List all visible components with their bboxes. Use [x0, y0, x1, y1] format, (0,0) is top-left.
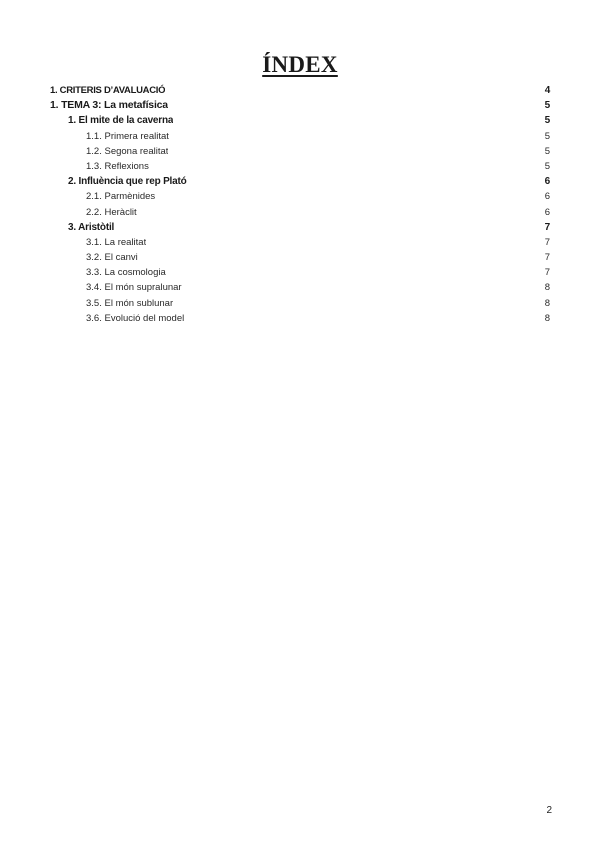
toc-entry-level-2[interactable]	[50, 220, 550, 235]
toc-entry-page: 8	[544, 282, 550, 294]
toc-entry-level-1[interactable]	[50, 83, 550, 98]
toc-entry-label: 1.1. Primera realitat	[86, 130, 169, 142]
toc-entry-page: 8	[544, 297, 550, 309]
toc-entry-label: 1. CRITERIS D’AVALUACIÓ	[50, 85, 166, 96]
toc-entry-page: 6	[544, 206, 550, 218]
toc-entry-level-3[interactable]	[50, 129, 550, 144]
toc-entry-page: 6	[544, 176, 550, 188]
toc-entry-label: 3.1. La realitat	[86, 236, 147, 248]
toc-entry-label: 1. TEMA 3: La metafísica	[50, 99, 168, 112]
toc-entry-label: 1.2. Segona realitat	[86, 145, 169, 157]
toc-entry-page: 5	[544, 130, 550, 142]
page-number: 2	[546, 805, 552, 816]
toc-entry-page: 7	[544, 236, 550, 248]
toc-entry-level-3[interactable]	[50, 265, 550, 280]
toc-entry-label: 2.1. Parmènides	[86, 191, 156, 203]
toc-entry-page: 7	[544, 267, 550, 279]
toc-entry-label: 3. Aristòtil	[68, 221, 115, 233]
toc-entry-level-3[interactable]	[50, 235, 550, 250]
toc-entry-level-3[interactable]	[50, 144, 550, 159]
toc-entry-page: 5	[544, 160, 550, 172]
toc-entry-label: 3.5. El món sublunar	[86, 297, 174, 309]
toc-entry-level-3[interactable]	[50, 250, 550, 265]
toc-entry-page: 4	[544, 85, 550, 96]
toc-entry-label: 2. Influència que rep Plató	[68, 176, 187, 188]
toc-entry-level-3[interactable]	[50, 159, 550, 174]
toc-entry-page: 6	[544, 191, 550, 203]
toc-entry-level-3[interactable]	[50, 296, 550, 311]
table-of-contents	[50, 83, 550, 326]
toc-entry-page: 7	[544, 252, 550, 264]
toc-entry-level-2[interactable]	[50, 174, 550, 189]
toc-entry-page: 5	[544, 100, 550, 112]
toc-entry-page: 7	[544, 221, 550, 233]
toc-entry-label: 2.2. Heràclit	[86, 206, 137, 218]
toc-entry-level-3[interactable]	[50, 280, 550, 295]
toc-entry-page: 5	[544, 115, 550, 127]
toc-entry-level-2[interactable]	[50, 113, 550, 128]
toc-entry-label: 3.4. El món supralunar	[86, 282, 182, 294]
toc-entry-page: 8	[544, 312, 550, 324]
toc-entry-level-3[interactable]	[50, 311, 550, 326]
toc-entry-label: 3.6. Evolució del model	[86, 312, 185, 324]
toc-entry-label: 1.3. Reflexions	[86, 160, 149, 172]
toc-entry-level-3[interactable]	[50, 205, 550, 220]
toc-entry-level-1[interactable]	[50, 98, 550, 113]
toc-entry-page: 5	[544, 145, 550, 157]
toc-entry-label: 1. El mite de la caverna	[68, 115, 174, 127]
toc-entry-level-3[interactable]	[50, 189, 550, 204]
toc-entry-label: 3.3. La cosmologia	[86, 267, 166, 279]
toc-entry-label: 3.2. El canvi	[86, 252, 138, 264]
page-title: ÍNDEX	[262, 52, 338, 77]
